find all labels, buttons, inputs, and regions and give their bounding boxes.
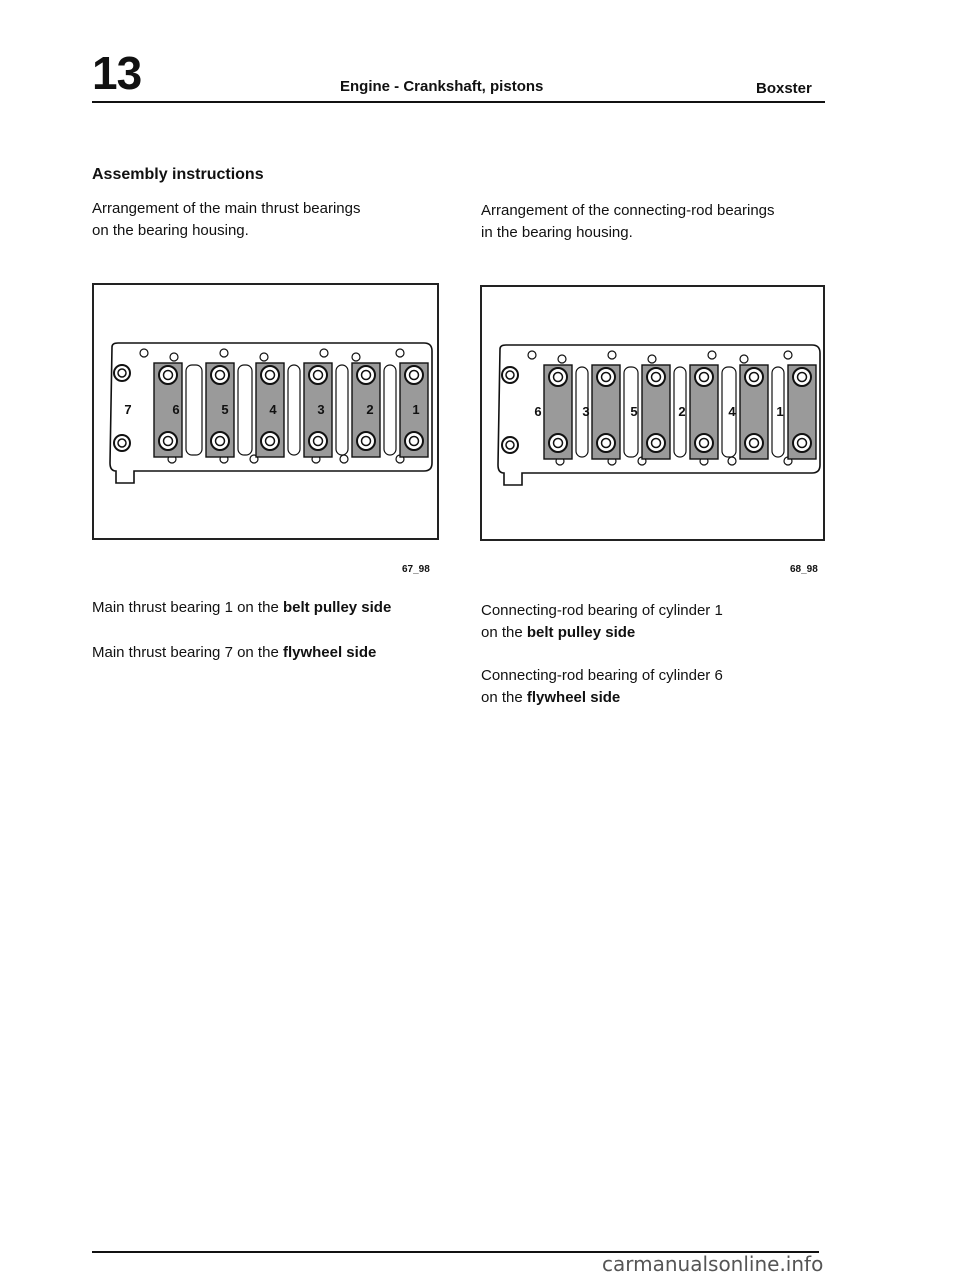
bolt [502,437,518,453]
bearing-housing-diagram-left [94,285,437,538]
bolt [647,434,665,452]
watermark: carmanualsonline.info [602,1252,824,1276]
bearing-number-label: 4 [269,402,277,417]
bolt [549,368,567,386]
bearing-number-label: 2 [366,402,374,417]
bearing-number-label: 1 [412,402,420,417]
bearing-number-label: 3 [317,402,325,417]
bolt [745,368,763,386]
bolt [159,366,177,384]
bolt [695,434,713,452]
bolt [357,366,375,384]
bearing-channel [336,365,348,455]
bolt [309,366,327,384]
bolt [114,365,130,381]
left-caption-1: Main thrust bearing 1 on the belt pulley side [92,599,392,616]
header-title: Engine - Crankshaft, pistons [340,78,544,95]
bolt [211,366,229,384]
bolt [114,435,130,451]
bearing-channel [384,365,396,455]
bearing-number-label: 5 [221,402,229,417]
left-intro-line1: Arrangement of the main thrust bearings [92,200,361,217]
bolt [745,434,763,452]
left-intro [92,198,360,242]
bearing-number-label: 2 [678,404,686,419]
bearing-number-label: 5 [630,404,638,419]
bearing-channel [186,365,202,455]
figure-number-right: 68_98 [790,564,818,575]
bolt [309,432,327,450]
left-caption-2: Main thrust bearing 7 on the flywheel side [92,644,377,661]
bearing-number-label: 6 [172,402,180,417]
header-rule [92,101,825,103]
figure-connecting-rod-bearings [480,285,825,541]
section-title: Assembly instructions [92,166,264,183]
right-intro [481,200,775,244]
bolt [597,434,615,452]
flywheel-side-label: flywheel side [526,689,621,706]
belt-pulley-side-label: belt pulley side [282,599,392,616]
bearing-channel [238,365,252,455]
bolt [159,432,177,450]
right-intro-line2: in the bearing housing. [481,224,633,241]
bolt [502,367,518,383]
bolt [261,432,279,450]
bearing-number-label: 4 [728,404,736,419]
bearing-number-label: 3 [582,404,590,419]
right-intro-line1: Arrangement of the connecting-rod bearings [481,202,775,219]
bolt [597,368,615,386]
bolt [405,366,423,384]
belt-pulley-side-label: belt pulley side [526,624,636,641]
flywheel-side-label: flywheel side [282,644,377,661]
figure-main-thrust-bearings [92,283,439,540]
bolt [793,368,811,386]
bolt [793,434,811,452]
right-caption-2: Connecting-rod bearing of cylinder 6 on the flywheel side [481,667,723,706]
bolt [261,366,279,384]
bolt [695,368,713,386]
bearing-number-label: 1 [776,404,784,419]
bearing-housing-diagram-right [482,287,823,539]
header-model: Boxster [756,80,812,97]
bolt [647,368,665,386]
left-intro-line2: on the bearing housing. [92,222,249,239]
bolt [405,432,423,450]
bolt [549,434,567,452]
chapter-number: 13 [92,47,142,99]
bearing-channel [288,365,300,455]
bolt [357,432,375,450]
right-caption-1: Connecting-rod bearing of cylinder 1 on the belt pulley side [481,602,723,641]
figure-number-left: 67_98 [402,564,430,575]
bearing-number-label: 7 [124,402,132,417]
bolt [211,432,229,450]
bearing-number-label: 6 [534,404,542,419]
